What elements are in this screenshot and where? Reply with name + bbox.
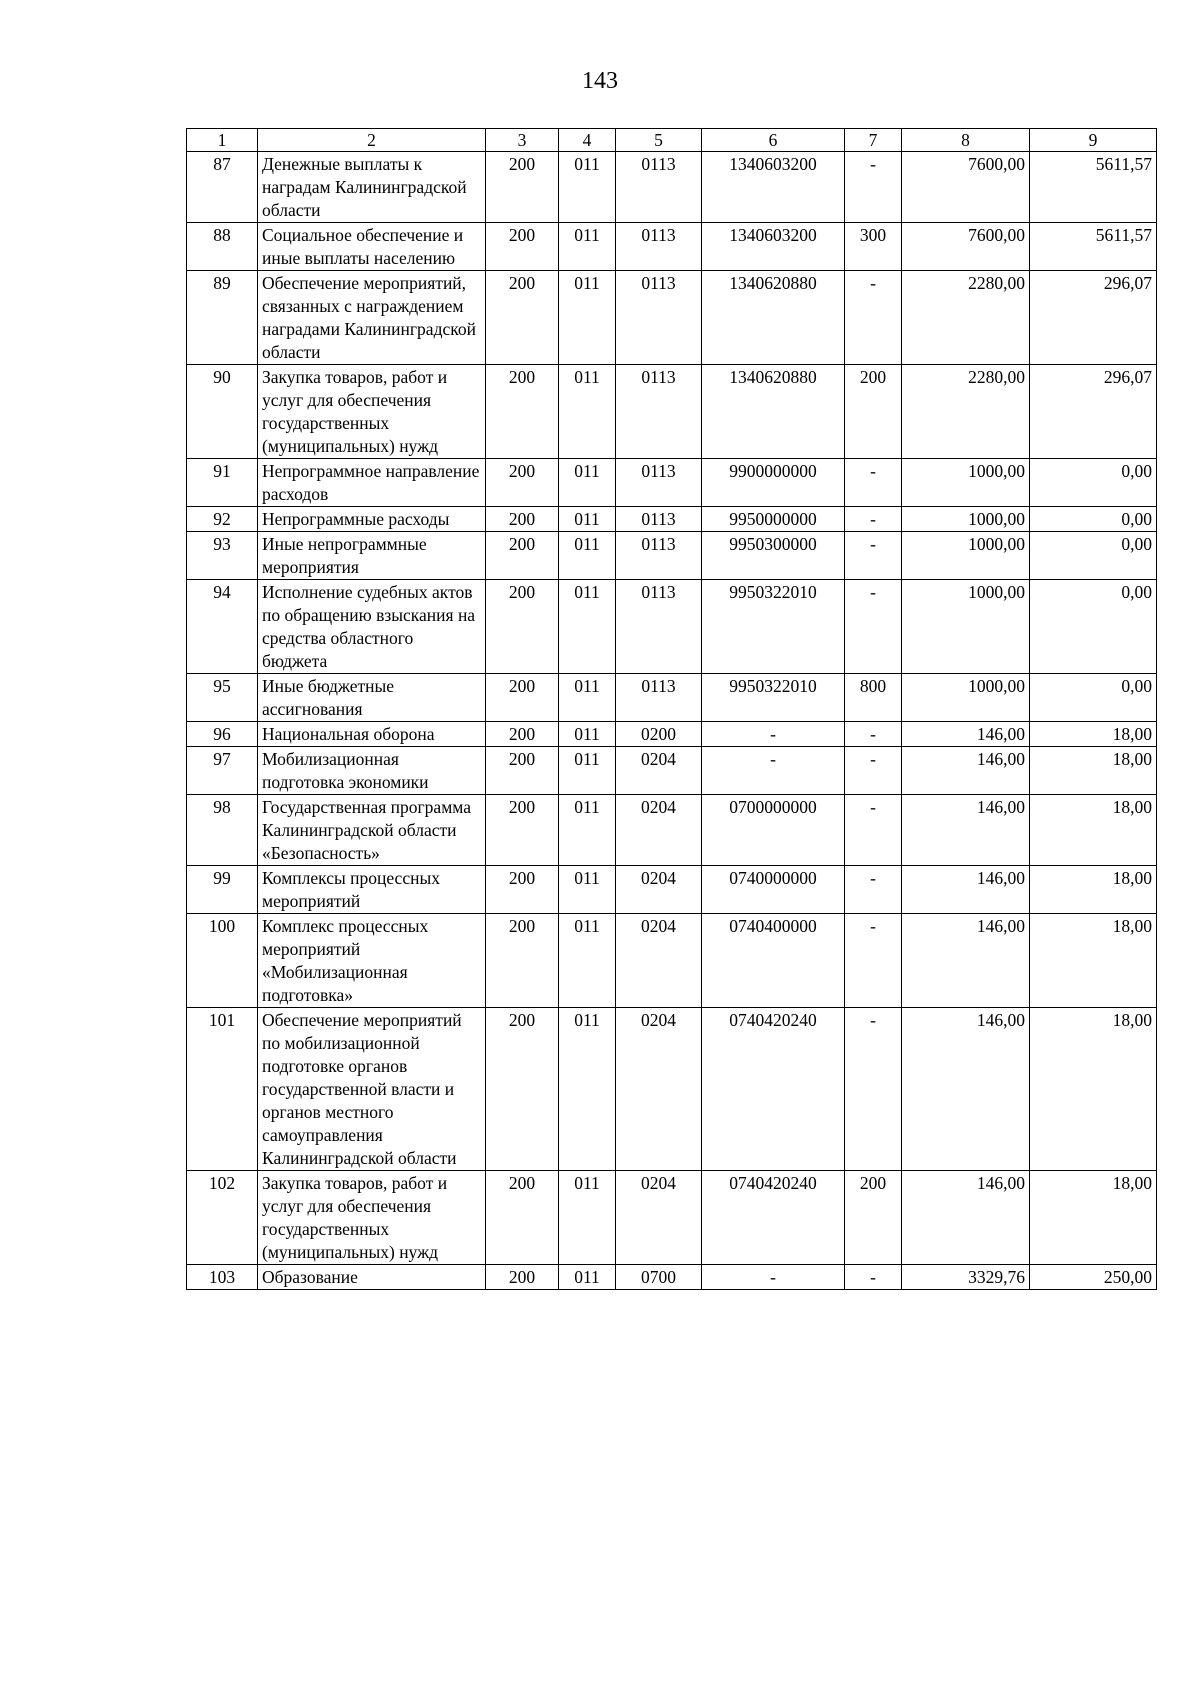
table-cell-col-5: 0113 <box>616 507 702 532</box>
table-cell-col-4: 011 <box>559 1008 616 1171</box>
table-cell-col-3: 200 <box>486 223 559 271</box>
table-cell-col-9: 0,00 <box>1030 532 1157 580</box>
table-cell-col-9: 18,00 <box>1030 795 1157 866</box>
table-cell-col-9: 5611,57 <box>1030 223 1157 271</box>
table-cell-col-4: 011 <box>559 795 616 866</box>
column-header: 1 <box>187 129 258 152</box>
table-cell-col-8: 7600,00 <box>902 152 1030 223</box>
table-cell-col-8: 1000,00 <box>902 674 1030 722</box>
table-cell-col-9: 0,00 <box>1030 459 1157 507</box>
table-cell-col-8: 146,00 <box>902 722 1030 747</box>
table-cell-col-1: 103 <box>187 1265 258 1290</box>
table-cell-col-2: Обеспечение мероприятий, связанных с награждением наградами Калининградской области <box>258 271 486 365</box>
table-row <box>187 722 1157 747</box>
table-cell-col-4: 011 <box>559 1171 616 1265</box>
table-cell-col-5: 0200 <box>616 722 702 747</box>
table-cell-col-9: 296,07 <box>1030 271 1157 365</box>
table-row <box>187 459 1157 507</box>
table-cell-col-3: 200 <box>486 747 559 795</box>
column-header: 4 <box>559 129 616 152</box>
table-cell-col-4: 011 <box>559 365 616 459</box>
table-cell-col-4: 011 <box>559 1265 616 1290</box>
table-cell-col-2: Комплекс процессных мероприятий «Мобилизационная подготовка» <box>258 914 486 1008</box>
table-cell-col-1: 94 <box>187 580 258 674</box>
table-cell-col-9: 0,00 <box>1030 674 1157 722</box>
table-cell-col-8: 2280,00 <box>902 271 1030 365</box>
table-cell-col-8: 146,00 <box>902 866 1030 914</box>
table-cell-col-1: 92 <box>187 507 258 532</box>
table-cell-col-7: 300 <box>845 223 902 271</box>
table-cell-col-8: 3329,76 <box>902 1265 1030 1290</box>
table-cell-col-3: 200 <box>486 365 559 459</box>
table-cell-col-5: 0113 <box>616 532 702 580</box>
table-cell-col-1: 97 <box>187 747 258 795</box>
table-cell-col-4: 011 <box>559 722 616 747</box>
table-cell-col-6: - <box>702 722 845 747</box>
table-cell-col-6: 0700000000 <box>702 795 845 866</box>
table-cell-col-5: 0113 <box>616 223 702 271</box>
table-cell-col-9: 18,00 <box>1030 722 1157 747</box>
table-cell-col-3: 200 <box>486 866 559 914</box>
table-cell-col-2: Иные бюджетные ассигнования <box>258 674 486 722</box>
table-cell-col-5: 0204 <box>616 866 702 914</box>
column-header: 5 <box>616 129 702 152</box>
table-cell-col-7: - <box>845 580 902 674</box>
table-cell-col-4: 011 <box>559 532 616 580</box>
table-cell-col-4: 011 <box>559 914 616 1008</box>
table-cell-col-9: 0,00 <box>1030 507 1157 532</box>
table-cell-col-4: 011 <box>559 866 616 914</box>
table-row <box>187 674 1157 722</box>
table-row <box>187 1171 1157 1265</box>
table-cell-col-6: 9950322010 <box>702 674 845 722</box>
table-cell-col-8: 1000,00 <box>902 507 1030 532</box>
column-header: 2 <box>258 129 486 152</box>
table-cell-col-3: 200 <box>486 914 559 1008</box>
table-cell-col-3: 200 <box>486 580 559 674</box>
table-cell-col-2: Обеспечение мероприятий по мобилизационной подготовке органов государственной власти и органов местного самоуправления Калининградской области <box>258 1008 486 1171</box>
table-row <box>187 1008 1157 1171</box>
table-cell-col-3: 200 <box>486 507 559 532</box>
table-cell-col-6: - <box>702 1265 845 1290</box>
table-cell-col-5: 0113 <box>616 152 702 223</box>
table-cell-col-1: 101 <box>187 1008 258 1171</box>
table-cell-col-3: 200 <box>486 459 559 507</box>
table-row <box>187 223 1157 271</box>
table-cell-col-7: - <box>845 1265 902 1290</box>
table-cell-col-6: 1340620880 <box>702 365 845 459</box>
table-cell-col-5: 0113 <box>616 459 702 507</box>
table-cell-col-3: 200 <box>486 152 559 223</box>
table-cell-col-6: 0740400000 <box>702 914 845 1008</box>
table-cell-col-9: 250,00 <box>1030 1265 1157 1290</box>
table-cell-col-8: 146,00 <box>902 914 1030 1008</box>
table-cell-col-4: 011 <box>559 507 616 532</box>
table-row <box>187 795 1157 866</box>
table-cell-col-9: 5611,57 <box>1030 152 1157 223</box>
table-cell-col-2: Образование <box>258 1265 486 1290</box>
table-cell-col-1: 93 <box>187 532 258 580</box>
table-row <box>187 152 1157 223</box>
table-cell-col-6: 9950000000 <box>702 507 845 532</box>
table-cell-col-1: 98 <box>187 795 258 866</box>
table-cell-col-7: - <box>845 795 902 866</box>
table-cell-col-8: 146,00 <box>902 1008 1030 1171</box>
table-cell-col-1: 89 <box>187 271 258 365</box>
table-cell-col-3: 200 <box>486 271 559 365</box>
table-cell-col-8: 146,00 <box>902 1171 1030 1265</box>
table-cell-col-6: 1340603200 <box>702 152 845 223</box>
table-cell-col-9: 18,00 <box>1030 747 1157 795</box>
table-cell-col-5: 0204 <box>616 747 702 795</box>
table-cell-col-9: 18,00 <box>1030 1008 1157 1171</box>
table-cell-col-4: 011 <box>559 580 616 674</box>
table-cell-col-7: - <box>845 866 902 914</box>
column-header: 8 <box>902 129 1030 152</box>
table-cell-col-2: Закупка товаров, работ и услуг для обеспечения государственных (муниципальных) нужд <box>258 1171 486 1265</box>
table-cell-col-4: 011 <box>559 271 616 365</box>
table-cell-col-9: 296,07 <box>1030 365 1157 459</box>
table-row <box>187 747 1157 795</box>
table-cell-col-1: 99 <box>187 866 258 914</box>
table-cell-col-7: 800 <box>845 674 902 722</box>
column-header: 3 <box>486 129 559 152</box>
table-cell-col-4: 011 <box>559 674 616 722</box>
table-cell-col-3: 200 <box>486 1008 559 1171</box>
table-cell-col-7: 200 <box>845 1171 902 1265</box>
table-cell-col-8: 1000,00 <box>902 459 1030 507</box>
table-cell-col-6: - <box>702 747 845 795</box>
table-cell-col-8: 146,00 <box>902 795 1030 866</box>
table-cell-col-1: 91 <box>187 459 258 507</box>
page-number: 143 <box>582 68 618 94</box>
table-cell-col-6: 1340620880 <box>702 271 845 365</box>
table-cell-col-9: 18,00 <box>1030 1171 1157 1265</box>
table-cell-col-7: - <box>845 722 902 747</box>
table-cell-col-1: 87 <box>187 152 258 223</box>
table-cell-col-2: Национальная оборона <box>258 722 486 747</box>
table-cell-col-5: 0113 <box>616 271 702 365</box>
table-cell-col-3: 200 <box>486 722 559 747</box>
table-cell-col-7: - <box>845 1008 902 1171</box>
table-cell-col-2: Комплексы процессных мероприятий <box>258 866 486 914</box>
table-cell-col-7: - <box>845 914 902 1008</box>
table-cell-col-9: 18,00 <box>1030 914 1157 1008</box>
column-header: 9 <box>1030 129 1157 152</box>
table-cell-col-6: 9950322010 <box>702 580 845 674</box>
table-cell-col-2: Исполнение судебных актов по обращению взыскания на средства областного бюджета <box>258 580 486 674</box>
table-cell-col-7: - <box>845 271 902 365</box>
column-header: 7 <box>845 129 902 152</box>
table-row <box>187 365 1157 459</box>
table-cell-col-8: 1000,00 <box>902 532 1030 580</box>
table-cell-col-2: Мобилизационная подготовка экономики <box>258 747 486 795</box>
table-cell-col-8: 2280,00 <box>902 365 1030 459</box>
column-header: 6 <box>702 129 845 152</box>
table-body <box>187 152 1157 1290</box>
table-cell-col-7: - <box>845 747 902 795</box>
table-row <box>187 580 1157 674</box>
table-cell-col-7: - <box>845 532 902 580</box>
table-cell-col-3: 200 <box>486 532 559 580</box>
table-cell-col-5: 0204 <box>616 914 702 1008</box>
table-cell-col-2: Закупка товаров, работ и услуг для обеспечения государственных (муниципальных) нужд <box>258 365 486 459</box>
table-cell-col-7: - <box>845 152 902 223</box>
table-cell-col-6: 1340603200 <box>702 223 845 271</box>
table-cell-col-2: Иные непрограммные мероприятия <box>258 532 486 580</box>
table-cell-col-6: 0740000000 <box>702 866 845 914</box>
table-cell-col-1: 102 <box>187 1171 258 1265</box>
table-row <box>187 914 1157 1008</box>
table-row <box>187 507 1157 532</box>
table-cell-col-2: Государственная программа Калининградской области «Безопасность» <box>258 795 486 866</box>
table-row <box>187 866 1157 914</box>
table-cell-col-4: 011 <box>559 459 616 507</box>
table-cell-col-6: 9950300000 <box>702 532 845 580</box>
table-cell-col-4: 011 <box>559 747 616 795</box>
table-cell-col-6: 9900000000 <box>702 459 845 507</box>
table-cell-col-1: 90 <box>187 365 258 459</box>
table-cell-col-3: 200 <box>486 795 559 866</box>
table-cell-col-5: 0113 <box>616 580 702 674</box>
table-cell-col-3: 200 <box>486 1171 559 1265</box>
table-cell-col-9: 0,00 <box>1030 580 1157 674</box>
table-cell-col-5: 0204 <box>616 1008 702 1171</box>
table-cell-col-9: 18,00 <box>1030 866 1157 914</box>
table-cell-col-8: 7600,00 <box>902 223 1030 271</box>
table-cell-col-5: 0204 <box>616 1171 702 1265</box>
table-cell-col-6: 0740420240 <box>702 1171 845 1265</box>
table-cell-col-2: Денежные выплаты к наградам Калининградской области <box>258 152 486 223</box>
table-cell-col-5: 0700 <box>616 1265 702 1290</box>
header-row <box>187 129 1157 152</box>
table-cell-col-1: 95 <box>187 674 258 722</box>
table-cell-col-1: 88 <box>187 223 258 271</box>
table-cell-col-2: Социальное обеспечение и иные выплаты населению <box>258 223 486 271</box>
table-cell-col-2: Непрограммные расходы <box>258 507 486 532</box>
table-cell-col-4: 011 <box>559 223 616 271</box>
table-cell-col-4: 011 <box>559 152 616 223</box>
table-row <box>187 532 1157 580</box>
table-cell-col-2: Непрограммное направление расходов <box>258 459 486 507</box>
budget-table <box>186 128 1157 1290</box>
table-cell-col-8: 146,00 <box>902 747 1030 795</box>
table-row <box>187 271 1157 365</box>
table-cell-col-3: 200 <box>486 1265 559 1290</box>
table-cell-col-1: 100 <box>187 914 258 1008</box>
table-cell-col-5: 0204 <box>616 795 702 866</box>
table-cell-col-5: 0113 <box>616 365 702 459</box>
table-cell-col-3: 200 <box>486 674 559 722</box>
table-row <box>187 1265 1157 1290</box>
table-cell-col-6: 0740420240 <box>702 1008 845 1171</box>
table-cell-col-1: 96 <box>187 722 258 747</box>
table-cell-col-7: - <box>845 507 902 532</box>
table-cell-col-8: 1000,00 <box>902 580 1030 674</box>
table-cell-col-5: 0113 <box>616 674 702 722</box>
table-cell-col-7: 200 <box>845 365 902 459</box>
table-cell-col-7: - <box>845 459 902 507</box>
